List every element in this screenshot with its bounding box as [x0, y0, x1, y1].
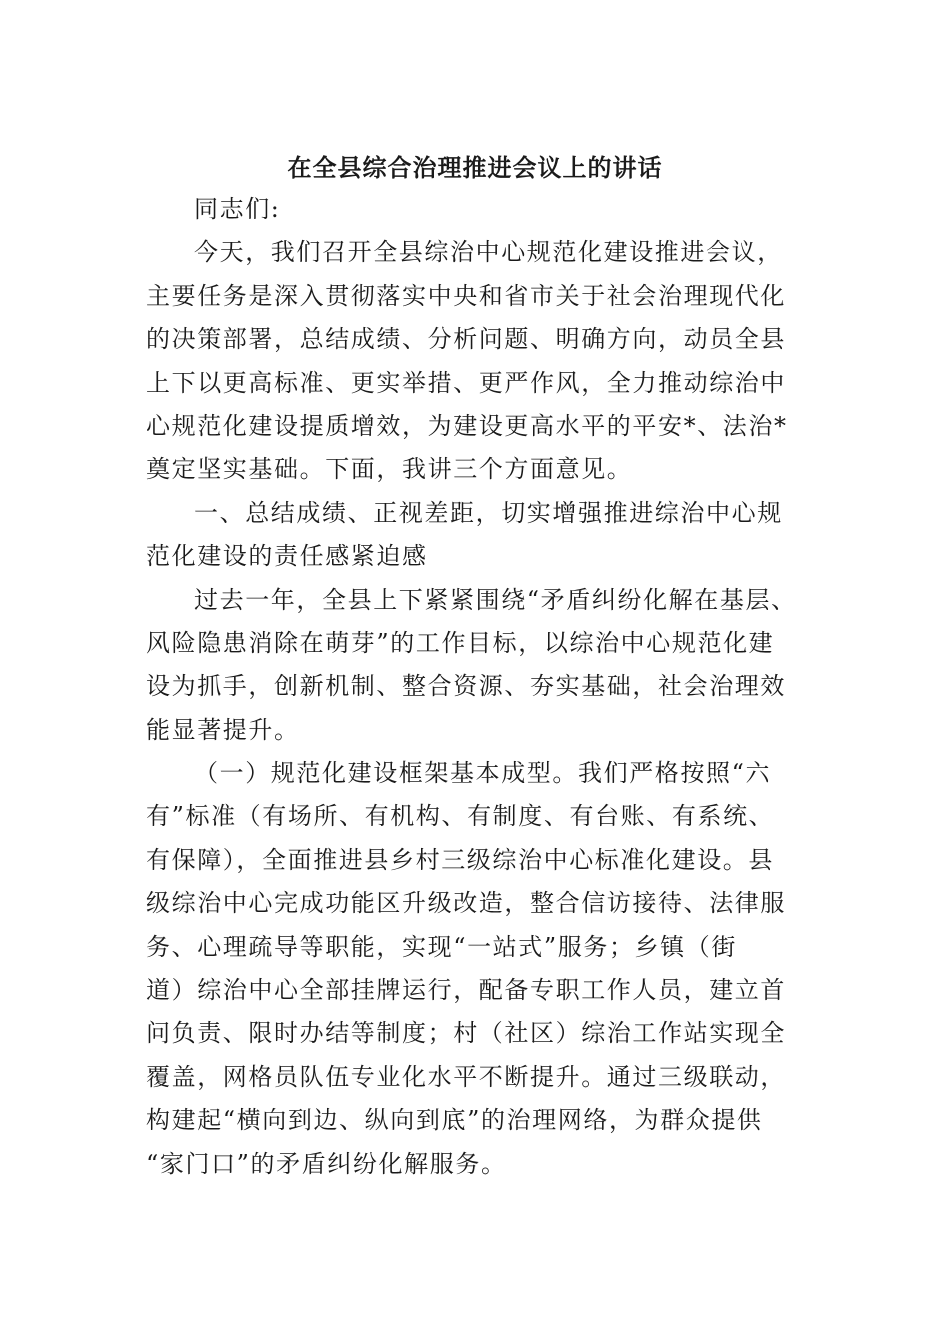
text-line: 覆盖，网格员队伍专业化水平不断提升。通过三级联动， — [146, 1062, 786, 1091]
document-title: 在全县综合治理推进会议上的讲话 — [287, 154, 663, 182]
text-line: 有”标准（有场所、有机构、有制度、有台账、有系统、 — [146, 802, 775, 831]
text-line: 今天，我们召开全县综治中心规范化建设推进会议， — [194, 238, 783, 267]
text-line: 设为抓手，创新机制、整合资源、夯实基础，社会治理效 — [146, 672, 786, 701]
text-line: 能显著提升。 — [146, 715, 300, 744]
document-body — [146, 188, 806, 1186]
text-line: 构建起“横向到边、纵向到底”的治理网络，为群众提供 — [146, 1106, 763, 1135]
text-line: 上下以更高标准、更实举措、更严作风，全力推动综治中 — [146, 368, 786, 397]
text-line: 心规范化建设提质增效，为建设更高水平的平安*、法治* — [146, 411, 788, 440]
text-line: 奠定坚实基础。下面，我讲三个方面意见。 — [146, 455, 633, 484]
text-line: 的决策部署，总结成绩、分析问题、明确方向，动员全县 — [146, 325, 786, 354]
text-line: 问负责、限时办结等制度；村（社区）综治工作站实现全 — [146, 1019, 786, 1048]
text-line: 风险隐患消除在萌芽”的工作目标，以综治中心规范化建 — [146, 628, 775, 657]
text-line: 道）综治中心全部挂牌运行，配备专职工作人员，建立首 — [146, 976, 786, 1005]
text-line: 过去一年，全县上下紧紧围绕“矛盾纠纷化解在基层、 — [194, 585, 797, 614]
text-line: 范化建设的责任感紧迫感 — [146, 542, 428, 571]
text-line: 主要任务是深入贯彻落实中央和省市关于社会治理现代化 — [146, 281, 786, 310]
text-line: 务、心理疏导等职能，实现“一站式”服务；乡镇（街 — [146, 932, 737, 961]
text-line: “家门口”的矛盾纠纷化解服务。 — [146, 1149, 507, 1178]
text-line: 一、总结成绩、正视差距，切实增强推进综治中心规 — [194, 498, 783, 527]
text-line: 同志们: — [194, 195, 281, 223]
text-line: 级综治中心完成功能区升级改造，整合信访接待、法律服 — [146, 889, 786, 918]
text-line: （一）规范化建设框架基本成型。我们严格按照“六 — [194, 759, 772, 788]
text-line: 有保障），全面推进县乡村三级综治中心标准化建设。县 — [146, 845, 774, 874]
